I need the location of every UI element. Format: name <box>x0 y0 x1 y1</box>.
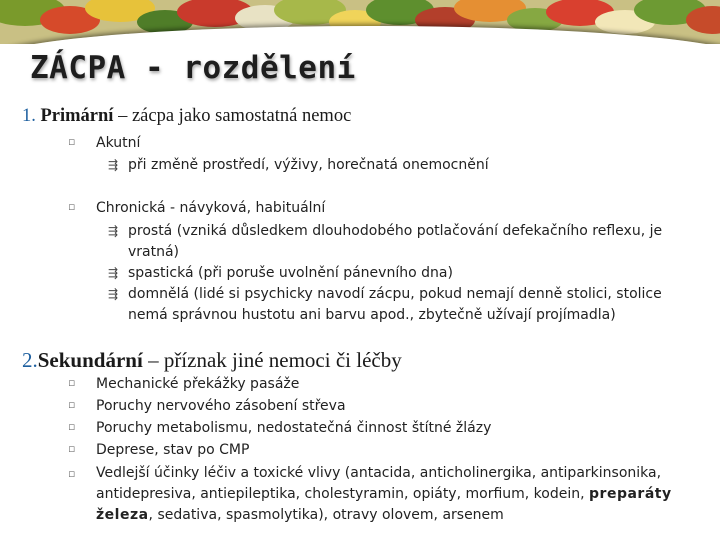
section-2-number: 2. <box>22 348 38 372</box>
sub-list-item <box>108 263 688 284</box>
section-1-number: 1. <box>22 106 36 126</box>
arrow-bullet-icon: ⇶ <box>108 158 119 172</box>
vegetable-banner-image <box>0 0 720 44</box>
section-1-title: Primární <box>40 106 114 126</box>
bullet-icon: ▫ <box>68 376 76 389</box>
bullet-icon: ▫ <box>68 420 76 433</box>
sub-list-item-text: prostá (vzniká důsledkem dlouhodobého potlačování defekačního reflexu, je vratná) <box>128 223 663 260</box>
list-item-label: Akutní <box>96 135 141 151</box>
section-2-description: – příznak jiné nemoci či léčby <box>142 348 402 372</box>
bullet-icon: ▫ <box>68 200 76 213</box>
section-1-heading <box>22 106 351 127</box>
list-item <box>68 200 326 216</box>
sub-list-item-text: domnělá (lidé si psychicky navodí zácpu, pokud nemají denně stolici, stolice nemá správnou hustotu ani barvu apod., zbytečně užívají projímadla) <box>128 286 662 323</box>
sub-list-item-text: spastická (při poruše uvolnění pánevního dna) <box>128 265 453 281</box>
bullet-icon: ▫ <box>68 442 76 455</box>
list-item-label: Mechanické překážky pasáže <box>96 376 300 392</box>
list-item <box>68 463 696 526</box>
list-item-label: Deprese, stav po CMP <box>96 442 250 458</box>
section-2-title: Sekundární <box>37 348 143 372</box>
list-item <box>68 398 346 414</box>
section-2-heading <box>22 348 402 373</box>
sub-list-item-text: při změně prostředí, výživy, horečnatá onemocnění <box>128 157 489 173</box>
sub-list-item <box>108 284 688 326</box>
arrow-bullet-icon: ⇶ <box>108 287 119 301</box>
list-item <box>68 420 492 436</box>
bullet-icon: ▫ <box>68 135 76 148</box>
sub-list-item <box>108 155 688 176</box>
list-item <box>68 442 250 458</box>
list-item <box>68 135 141 151</box>
bullet-icon: ▫ <box>68 467 76 480</box>
sub-list-item <box>108 221 688 263</box>
arrow-bullet-icon: ⇶ <box>108 224 119 238</box>
bullet-icon: ▫ <box>68 398 76 411</box>
list-item-text-end: , sedativa, spasmolytika), otravy olovem, arsenem <box>148 507 504 523</box>
list-item-label: Chronická - návyková, habituální <box>96 200 326 216</box>
list-item-label: Poruchy metabolismu, nedostatečná činnost štítné žlázy <box>96 420 492 436</box>
list-item-emphasis: preparáty železa <box>96 486 672 523</box>
arrow-bullet-icon: ⇶ <box>108 266 119 280</box>
section-1-description: – zácpa jako samostatná nemoc <box>113 106 352 126</box>
slide-title: ZÁCPA - rozdělení <box>30 50 356 86</box>
list-item-label: Poruchy nervového zásobení střeva <box>96 398 346 414</box>
list-item-text: Vedlejší účinky léčiv a toxické vlivy (antacida, anticholinergika, antiparkinsonika, antidepresiva, antiepileptika, cholestyramin, opiáty, morfium, kodein, <box>96 465 662 502</box>
list-item <box>68 376 300 392</box>
